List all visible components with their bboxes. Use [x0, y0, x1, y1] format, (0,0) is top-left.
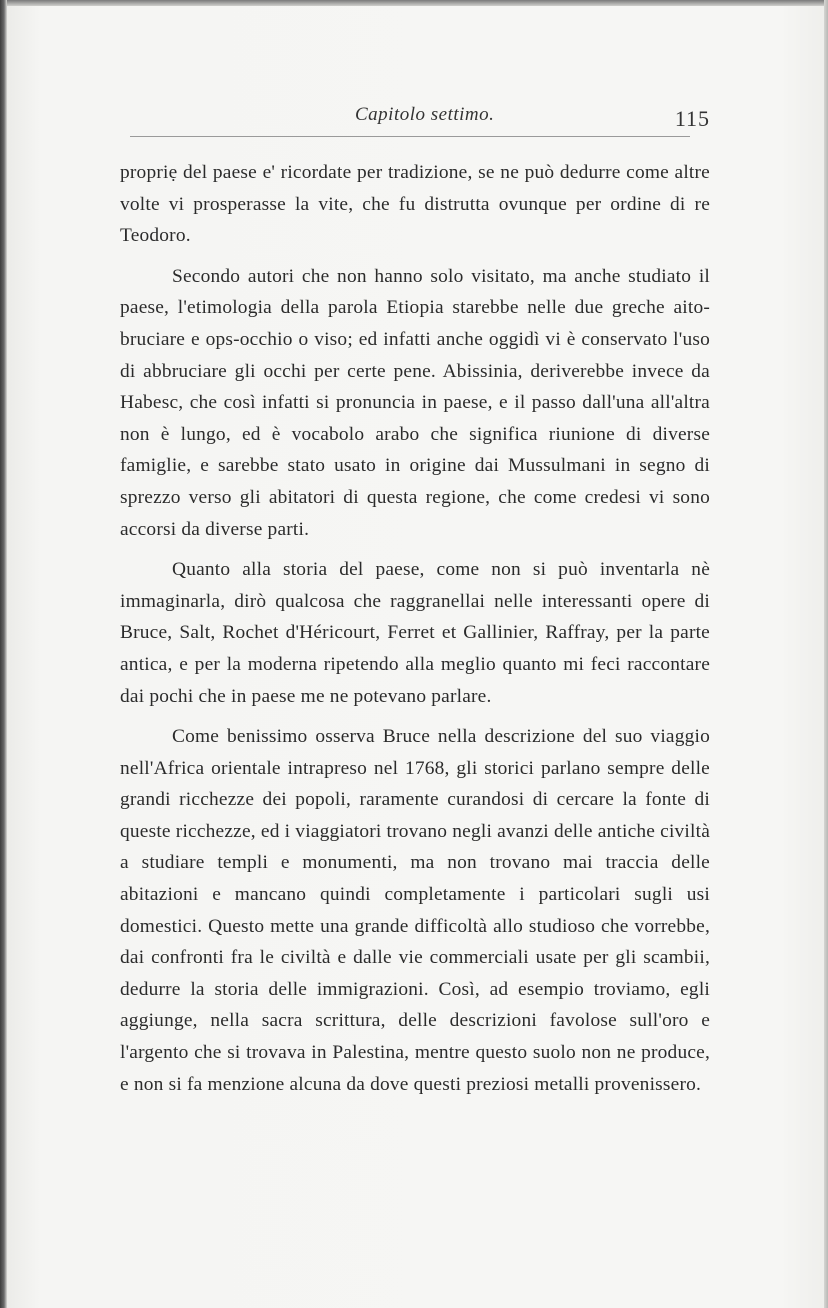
paragraph-2: Secondo autori che non hanno solo visitato, ma anche studiato il paese, l'etimologia della parola Etiopia starebbe nelle due greche aito-bruciare e ops-occhio o viso; ed infatti anche oggidì vi è conservato l'uso di abbruciare gli occhi per certe pene. Abissinia, deriverebbe invece da Habesc, che così infatti si pronuncia in paese, e il passo dall'una all'altra non è lungo, ed è vocabolo arabo che significa riunione di diverse famiglie, e sarebbe stato usato in origine dai Mussulmani in segno di sprezzo verso gli abitatori di questa regione, che come credesi vi sono accorsi da diverse parti.: [120, 265, 710, 540]
page-right-edge: [824, 0, 828, 1308]
page-number: 115: [674, 106, 710, 131]
body-text: [120, 157, 710, 1109]
paragraph-4: Come benissimo osserva Bruce nella descrizione del suo viaggio nell'Africa orientale intrapreso nel 1768, gli storici parlano sempre delle grandi ricchezze dei popoli, raramente curandosi di cercare la fonte di queste ricchezze, ed i viaggiatori trovano negli avanzi delle antiche civiltà a studiare templi e monumenti, ma non trovano mai traccia delle abitazioni e mancano quindi completamente i particolari sugli usi domestici. Questo mette una grande difficoltà allo studioso che vorrebbe, dai confronti fra le civiltà e dalle vie commerciali usate per gli scambii, dedurre la storia delle immigrazioni. Così, ad esempio troviamo, egli aggiunge, nella sacra scrittura, delle descrizioni favolose sull'oro e l'argento che si trovava in Palestina, mentre questo suolo non ne produce, e non si fa menzione alcuna da dove questi preziosi metalli provenissero.: [120, 726, 710, 1095]
page-binding-edge: [0, 0, 7, 1308]
running-head: Capitolo settimo.: [355, 104, 495, 125]
page-header: [130, 104, 710, 136]
paragraph-3: Quanto alla storia del paese, come non si può inventarla nè immaginarla, dirò qualcosa che raggranellai nelle interessanti opere di Bruce, Salt, Rochet d'Héricourt, Ferret et Gallinier, Raffray, per la parte antica, e per la moderna ripetendo alla meglio quanto mi feci raccontare dai pochi che in paese me ne potevano parlare.: [120, 559, 710, 707]
paragraph-1: propriẹ del paese e' ricordate per tradizione, se ne può dedurre come altre volte vi prosperasse la vite, che fu distrutta ovunque per ordine di re Teodoro.: [120, 162, 710, 247]
page-top-edge: [0, 0, 828, 6]
header-rule: [130, 136, 690, 137]
